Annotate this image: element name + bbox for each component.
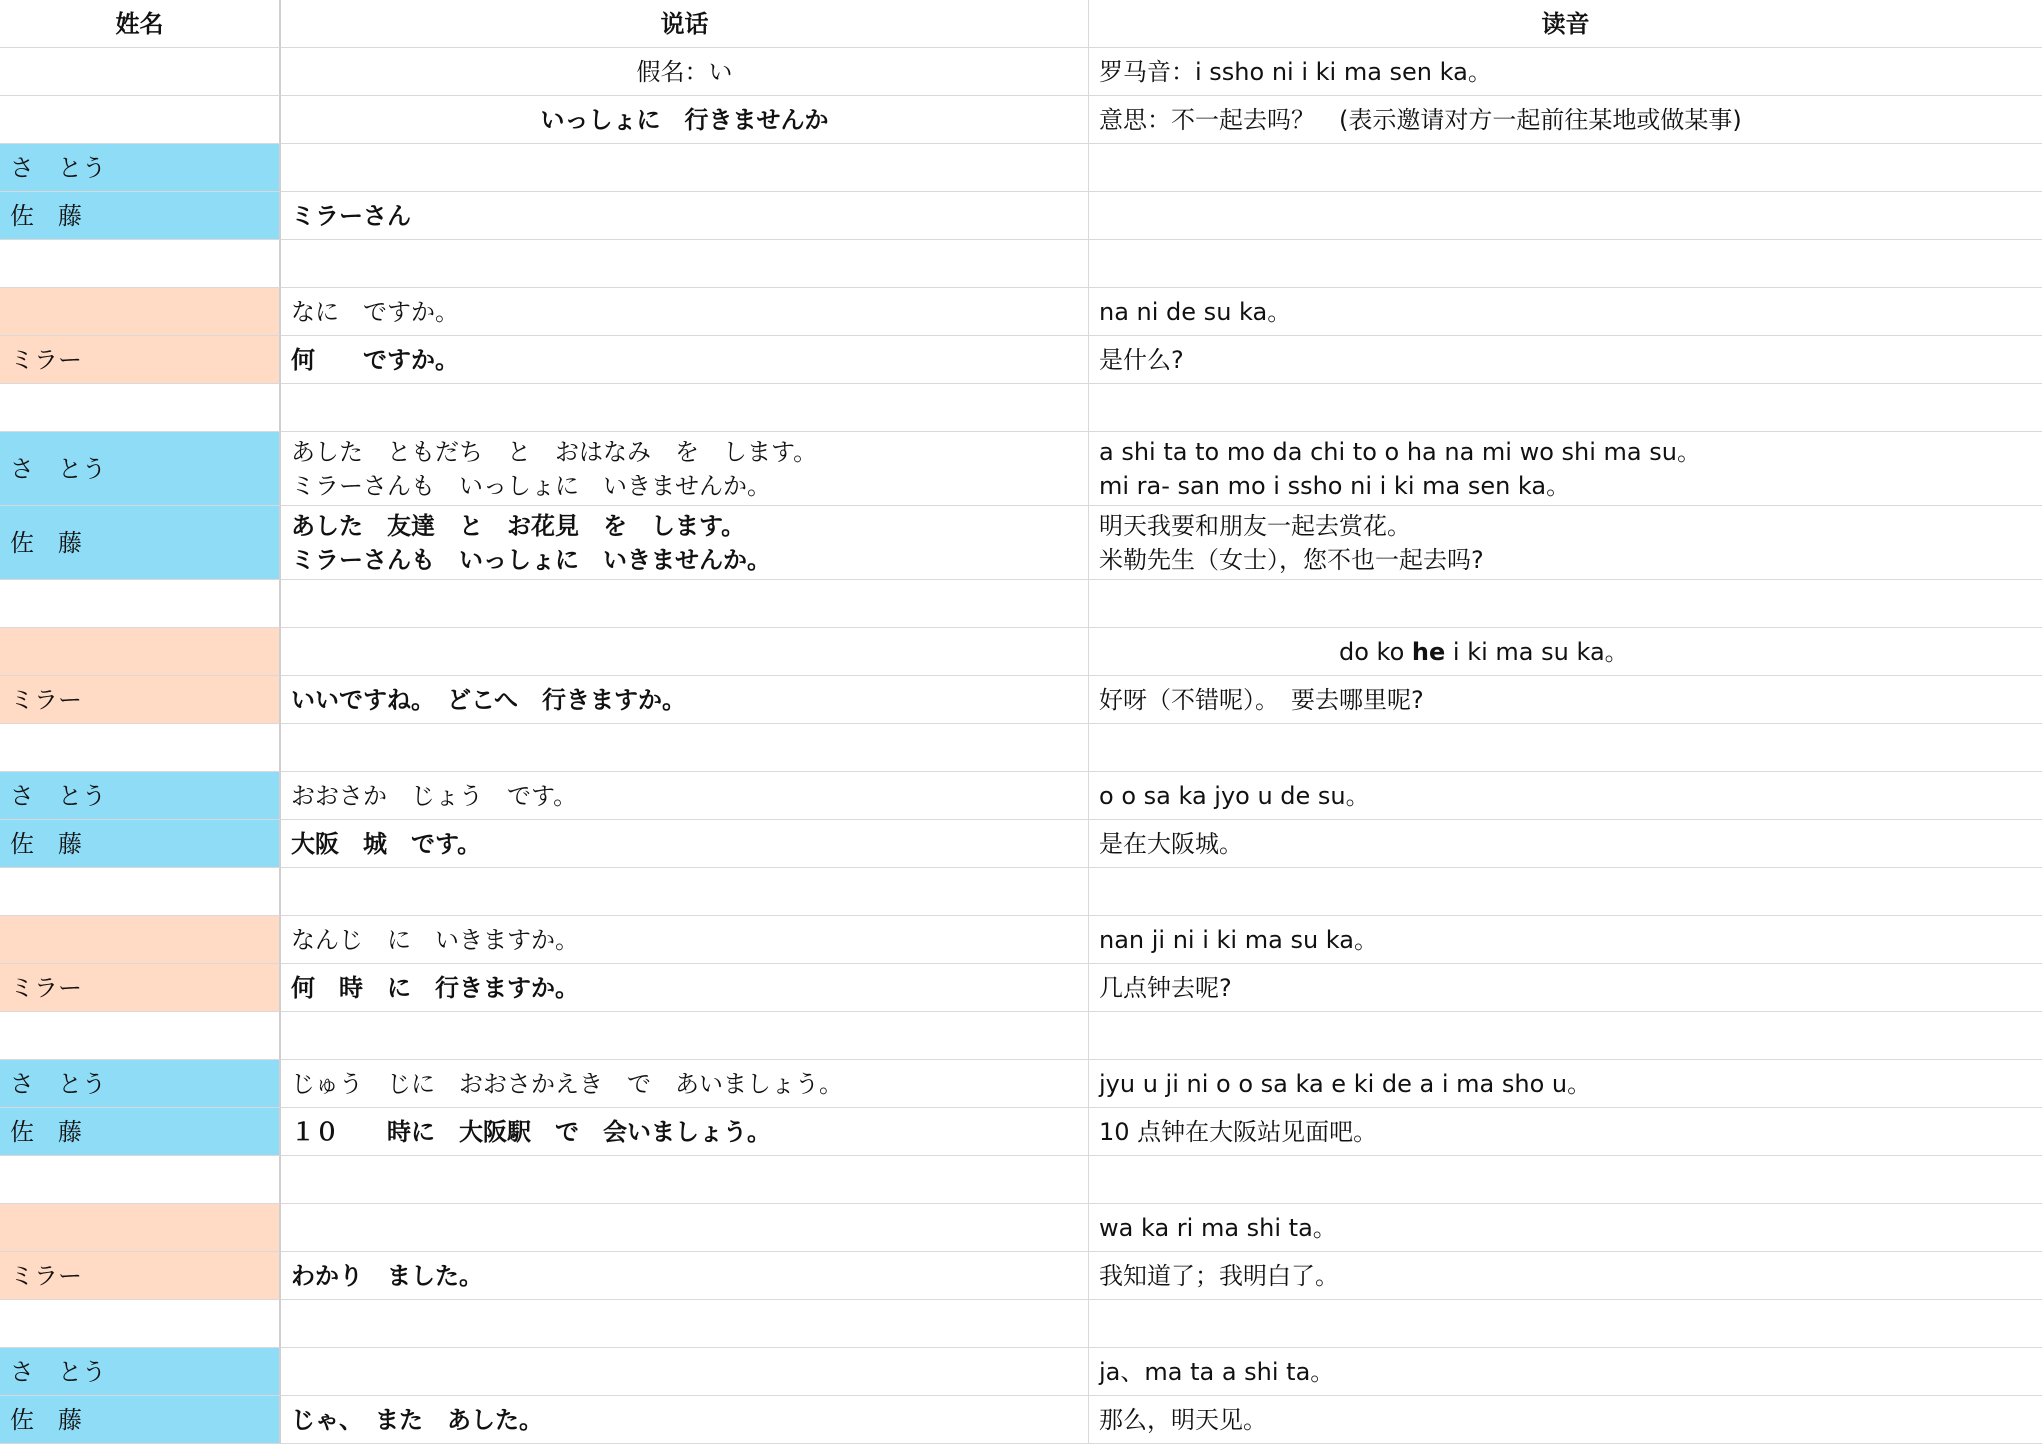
speech-line: あした ともだち と おはなみ を します。 [291, 437, 818, 466]
speech-line: ミラーさんも いっしょに いきませんか。 [291, 545, 771, 574]
reading-cell[interactable]: 10 点钟在大阪站见面吧。 [1089, 1108, 2042, 1156]
speech-cell[interactable]: 大阪 城 です。 [281, 820, 1089, 868]
table-row [0, 820, 2042, 868]
name-cell[interactable] [0, 868, 281, 916]
speaker-sato-kana[interactable]: さ とう [0, 432, 281, 506]
reading-cell[interactable] [1089, 240, 2042, 288]
reading-part: i ki ma su ka。 [1445, 637, 1629, 666]
speaker-sato-kana[interactable]: さ とう [0, 144, 281, 192]
reading-cell[interactable]: ja、ma ta a shi ta。 [1089, 1348, 2042, 1396]
reading-cell[interactable]: 好呀（不错呢）。 要去哪里呢? [1089, 676, 2042, 724]
speech-cell[interactable] [281, 868, 1089, 916]
reading-cell[interactable]: 是在大阪城。 [1089, 820, 2042, 868]
speech-cell[interactable] [281, 240, 1089, 288]
reading-cell[interactable]: wa ka ri ma shi ta。 [1089, 1204, 2042, 1252]
table-row [0, 506, 2042, 580]
speaker-sato-kanji[interactable]: 佐 藤 [0, 192, 281, 240]
reading-cell[interactable] [1089, 580, 2042, 628]
name-cell[interactable] [0, 96, 281, 144]
speech-cell[interactable]: 何 時 に 行きますか。 [281, 964, 1089, 1012]
speech-cell[interactable] [281, 724, 1089, 772]
speaker-sato-kanji[interactable]: 佐 藤 [0, 506, 281, 580]
name-cell[interactable] [0, 724, 281, 772]
speech-cell[interactable]: １０ 時に 大阪駅 で 会いましょう。 [281, 1108, 1089, 1156]
table-row [0, 1348, 2042, 1396]
speech-cell[interactable] [281, 628, 1089, 676]
speaker-sato-kanji[interactable]: 佐 藤 [0, 1108, 281, 1156]
table-row [0, 628, 2042, 676]
name-cell[interactable] [0, 240, 281, 288]
table-row [0, 772, 2042, 820]
title-phrase-cell[interactable]: いっしょに 行きませんか [281, 96, 1089, 144]
speech-cell[interactable]: なに ですか。 [281, 288, 1089, 336]
reading-cell[interactable]: nan ji ni i ki ma su ka。 [1089, 916, 2042, 964]
speaker-miller-blank[interactable] [0, 1204, 281, 1252]
name-cell[interactable] [0, 1012, 281, 1060]
speech-cell[interactable] [281, 144, 1089, 192]
speaker-miller[interactable]: ミラー [0, 1252, 281, 1300]
name-cell[interactable] [0, 48, 281, 96]
speech-cell[interactable] [281, 1300, 1089, 1348]
speaker-miller-blank[interactable] [0, 288, 281, 336]
speaker-sato-kana[interactable]: さ とう [0, 1348, 281, 1396]
table-row [0, 48, 2042, 96]
name-cell[interactable] [0, 1156, 281, 1204]
table-row [0, 580, 2042, 628]
reading-cell[interactable] [1089, 1156, 2042, 1204]
header-name[interactable]: 姓名 [0, 0, 281, 48]
speech-cell[interactable]: じゅう じに おおさかえき で あいましょう。 [281, 1060, 1089, 1108]
reading-part-bold: he [1411, 637, 1446, 666]
speaker-miller[interactable]: ミラー [0, 964, 281, 1012]
table-row [0, 384, 2042, 432]
speaker-miller[interactable]: ミラー [0, 336, 281, 384]
table-row [0, 1252, 2042, 1300]
reading-cell[interactable] [1089, 724, 2042, 772]
reading-line: mi ra- san mo i ssho ni i ki ma sen ka。 [1099, 471, 1571, 500]
reading-cell[interactable] [1089, 506, 2042, 580]
table-row [0, 964, 2042, 1012]
speech-cell[interactable] [281, 1012, 1089, 1060]
header-row [0, 0, 2042, 48]
speaker-miller[interactable]: ミラー [0, 676, 281, 724]
speech-cell[interactable] [281, 384, 1089, 432]
reading-cell[interactable]: 我知道了；我明白了。 [1089, 1252, 2042, 1300]
reading-cell[interactable]: 是什么? [1089, 336, 2042, 384]
reading-cell[interactable] [1089, 628, 2042, 676]
speech-cell[interactable] [281, 1204, 1089, 1252]
speech-cell[interactable] [281, 1348, 1089, 1396]
speech-cell[interactable] [281, 1156, 1089, 1204]
speaker-sato-kana[interactable]: さ とう [0, 772, 281, 820]
speaker-sato-kanji[interactable]: 佐 藤 [0, 820, 281, 868]
table-row [0, 1108, 2042, 1156]
speech-line: あした 友達 と お花見 を します。 [291, 511, 746, 540]
reading-cell[interactable]: o o sa ka jyo u de su。 [1089, 772, 2042, 820]
reading-cell[interactable] [1089, 192, 2042, 240]
reading-cell[interactable]: 那么，明天见。 [1089, 1396, 2042, 1444]
meaning-note-cell[interactable]: 意思：不一起去吗？ (表示邀请对方一起前往某地或做某事) [1089, 96, 2042, 144]
meaning-line: 明天我要和朋友一起去赏花。 [1099, 511, 1411, 540]
reading-cell[interactable]: na ni de su ka。 [1089, 288, 2042, 336]
table-row [0, 432, 2042, 506]
table-row [0, 240, 2042, 288]
table-row [0, 724, 2042, 772]
table-row [0, 336, 2042, 384]
name-cell[interactable] [0, 580, 281, 628]
table-row [0, 1156, 2042, 1204]
speaker-sato-kanji[interactable]: 佐 藤 [0, 1396, 281, 1444]
name-cell[interactable] [0, 384, 281, 432]
header-speech[interactable]: 说话 [281, 0, 1089, 48]
table-row [0, 192, 2042, 240]
speech-cell[interactable]: いいですね。 どこへ 行きますか。 [281, 676, 1089, 724]
header-reading[interactable]: 读音 [1089, 0, 2042, 48]
speech-cell[interactable] [281, 432, 1089, 506]
table-row [0, 1204, 2042, 1252]
reading-line: a shi ta to mo da chi to o ha na mi wo shi ma su。 [1099, 437, 1701, 466]
name-cell[interactable] [0, 1300, 281, 1348]
speech-cell[interactable]: おおさか じょう です。 [281, 772, 1089, 820]
table-row [0, 868, 2042, 916]
speech-cell[interactable]: じゃ、 また あした。 [281, 1396, 1089, 1444]
table-row [0, 676, 2042, 724]
table-row [0, 916, 2042, 964]
table-row [0, 1012, 2042, 1060]
meaning-line: 米勒先生（女士），您不也一起去吗? [1099, 545, 1484, 574]
speaker-miller-blank[interactable] [0, 628, 281, 676]
speech-cell[interactable] [281, 580, 1089, 628]
speaker-sato-kana[interactable]: さ とう [0, 1060, 281, 1108]
speech-cell[interactable]: なんじ に いきますか。 [281, 916, 1089, 964]
speech-line: ミラーさんも いっしょに いきませんか。 [291, 471, 771, 500]
table-row [0, 1300, 2042, 1348]
table-row [0, 1396, 2042, 1444]
reading-cell[interactable] [1089, 144, 2042, 192]
speech-cell[interactable] [281, 506, 1089, 580]
reading-cell[interactable] [1089, 868, 2042, 916]
speech-cell[interactable]: わかり ました。 [281, 1252, 1089, 1300]
speech-cell[interactable]: 何 ですか。 [281, 336, 1089, 384]
reading-cell[interactable] [1089, 1300, 2042, 1348]
reading-cell[interactable]: jyu u ji ni o o sa ka e ki de a i ma sho u。 [1089, 1060, 2042, 1108]
speaker-miller-blank[interactable] [0, 916, 281, 964]
table-row [0, 144, 2042, 192]
romaji-note-cell[interactable]: 罗马音：i ssho ni i ki ma sen ka。 [1089, 48, 2042, 96]
reading-cell[interactable]: 几点钟去呢? [1089, 964, 2042, 1012]
reading-cell[interactable] [1089, 432, 2042, 506]
table-row [0, 1060, 2042, 1108]
reading-cell[interactable] [1089, 384, 2042, 432]
reading-part: do ko [1339, 637, 1412, 666]
table-row [0, 288, 2042, 336]
reading-cell[interactable] [1089, 1012, 2042, 1060]
kana-note-cell[interactable]: 假名：い [281, 48, 1089, 96]
table-row [0, 96, 2042, 144]
speech-cell[interactable]: ミラーさん [281, 192, 1089, 240]
